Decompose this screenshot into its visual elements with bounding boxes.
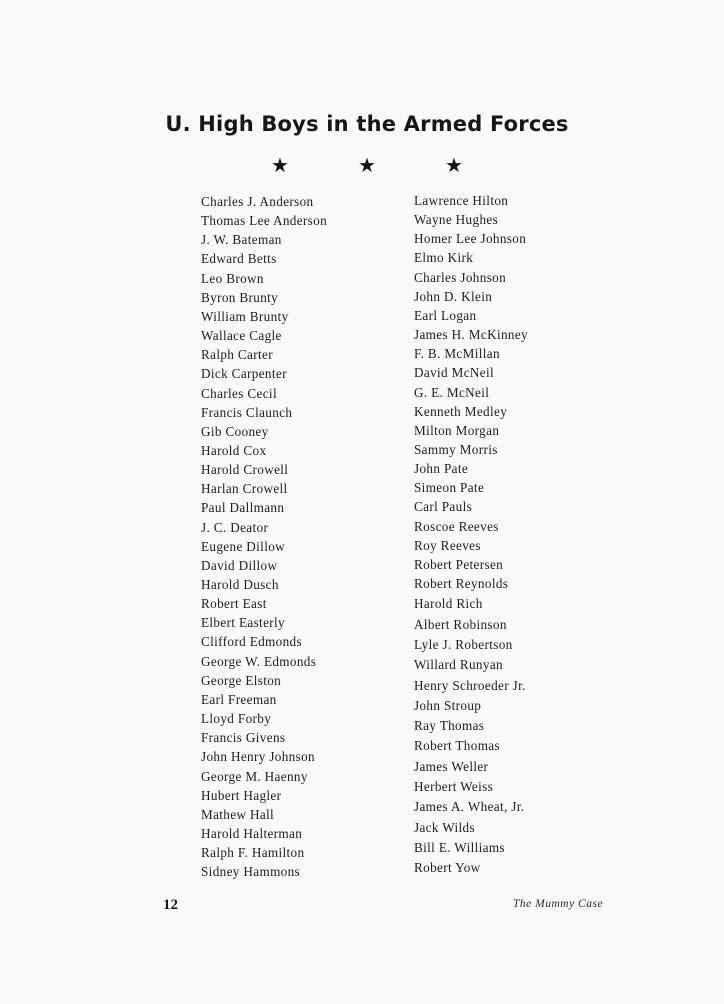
name-entry: Charles J. Anderson xyxy=(201,194,314,209)
name-entry: Willard Runyan xyxy=(414,657,503,673)
name-entry: James H. McKinney xyxy=(414,327,528,343)
name-entry: Ray Thomas xyxy=(414,718,485,734)
name-entry: Byron Brunty xyxy=(201,289,279,305)
name-entry: James A. Wheat, Jr. xyxy=(414,799,525,815)
name-entry: Francis Givens xyxy=(201,730,286,746)
name-entry: Sidney Hammons xyxy=(201,864,301,880)
name-entry: George Elston xyxy=(201,672,282,688)
name-entry: Roscoe Reeves xyxy=(414,518,499,534)
name-entry: Roy Reeves xyxy=(414,537,481,553)
name-entry: Lyle J. Robertson xyxy=(414,636,513,652)
star-icon: ★ xyxy=(358,153,376,177)
name-entry: Harold Rich xyxy=(414,596,483,612)
name-entry: Eugene Dillow xyxy=(201,538,286,554)
name-entry: Lloyd Forby xyxy=(201,711,272,727)
name-entry: Elmo Kirk xyxy=(414,250,474,266)
name-entry: Hubert Hagler xyxy=(201,787,282,803)
name-entry: Ralph F. Hamilton xyxy=(201,845,305,861)
star-icon: ★ xyxy=(445,153,463,177)
name-entry: Robert Petersen xyxy=(414,556,504,572)
name-entry: Earl Freeman xyxy=(201,691,277,707)
name-entry: Thomas Lee Anderson xyxy=(201,213,328,229)
name-entry: John Pate xyxy=(414,461,469,477)
name-entry: Milton Morgan xyxy=(414,422,500,438)
name-entry: Wallace Cagle xyxy=(201,328,282,344)
name-entry: Earl Logan xyxy=(414,307,477,323)
name-entry: G. E. McNeil xyxy=(414,384,490,400)
name-entry: Albert Robinson xyxy=(414,616,507,632)
name-entry: David Dillow xyxy=(201,557,278,573)
name-entry: David McNeil xyxy=(414,365,495,381)
name-entry: Herbert Weiss xyxy=(414,779,494,794)
name-entry: Bill E. Williams xyxy=(414,839,505,855)
name-entry: Dick Carpenter xyxy=(201,366,287,382)
name-entry: Simeon Pate xyxy=(414,480,485,496)
name-entry: Sammy Morris xyxy=(414,441,498,457)
name-entry: Clifford Edmonds xyxy=(201,634,302,650)
name-entry: Robert East xyxy=(201,596,267,612)
name-entry: John Henry Johnson xyxy=(201,749,315,765)
name-entry: J. C. Deator xyxy=(201,519,269,535)
name-entry: Robert Yow xyxy=(414,860,481,876)
name-entry: Francis Claunch xyxy=(201,404,293,420)
name-entry: J. W. Bateman xyxy=(201,232,282,248)
name-entry: Harold Halterman xyxy=(201,825,303,841)
name-entry: George W. Edmonds xyxy=(201,653,317,669)
name-entry: James Weller xyxy=(414,758,489,774)
name-entry: Robert Reynolds xyxy=(414,576,509,591)
star-icon: ★ xyxy=(271,153,289,177)
name-entry: John D. Klein xyxy=(414,288,493,304)
name-entry: Harold Crowell xyxy=(201,462,289,478)
name-entry: Carl Pauls xyxy=(414,499,473,515)
name-entry: Harold Cox xyxy=(201,442,267,458)
name-entry: Robert Thomas xyxy=(414,738,500,754)
name-entry: Wayne Hughes xyxy=(414,212,499,228)
name-entry: Homer Lee Johnson xyxy=(414,231,527,247)
name-entry: George M. Haenny xyxy=(201,768,308,784)
page-number: 12 xyxy=(163,897,178,913)
name-entry: Lawrence Hilton xyxy=(414,193,509,208)
page-title: U. High Boys in the Armed Forces xyxy=(165,112,569,136)
name-entry: Edward Betts xyxy=(201,251,277,267)
publication-title: The Mummy Case xyxy=(513,898,604,910)
name-entry: Charles Johnson xyxy=(414,269,507,285)
name-entry: Harold Dusch xyxy=(201,577,279,592)
name-entry: Harlan Crowell xyxy=(201,481,288,497)
name-entry: Jack Wilds xyxy=(414,819,475,835)
name-entry: Mathew Hall xyxy=(201,806,275,822)
name-entry: Henry Schroeder Jr. xyxy=(414,677,526,693)
name-entry: John Stroup xyxy=(414,697,482,713)
name-entry: Paul Dallmann xyxy=(201,500,285,516)
name-entry: Gib Cooney xyxy=(201,423,269,439)
name-entry: Charles Cecil xyxy=(201,385,277,401)
name-entry: Elbert Easterly xyxy=(201,615,285,631)
name-entry: Leo Brown xyxy=(201,270,264,286)
name-entry: F. B. McMillan xyxy=(414,346,500,362)
name-entry: William Brunty xyxy=(201,308,289,324)
name-entry: Kenneth Medley xyxy=(414,403,508,419)
name-entry: Ralph Carter xyxy=(201,347,273,363)
star-divider xyxy=(0,153,724,179)
